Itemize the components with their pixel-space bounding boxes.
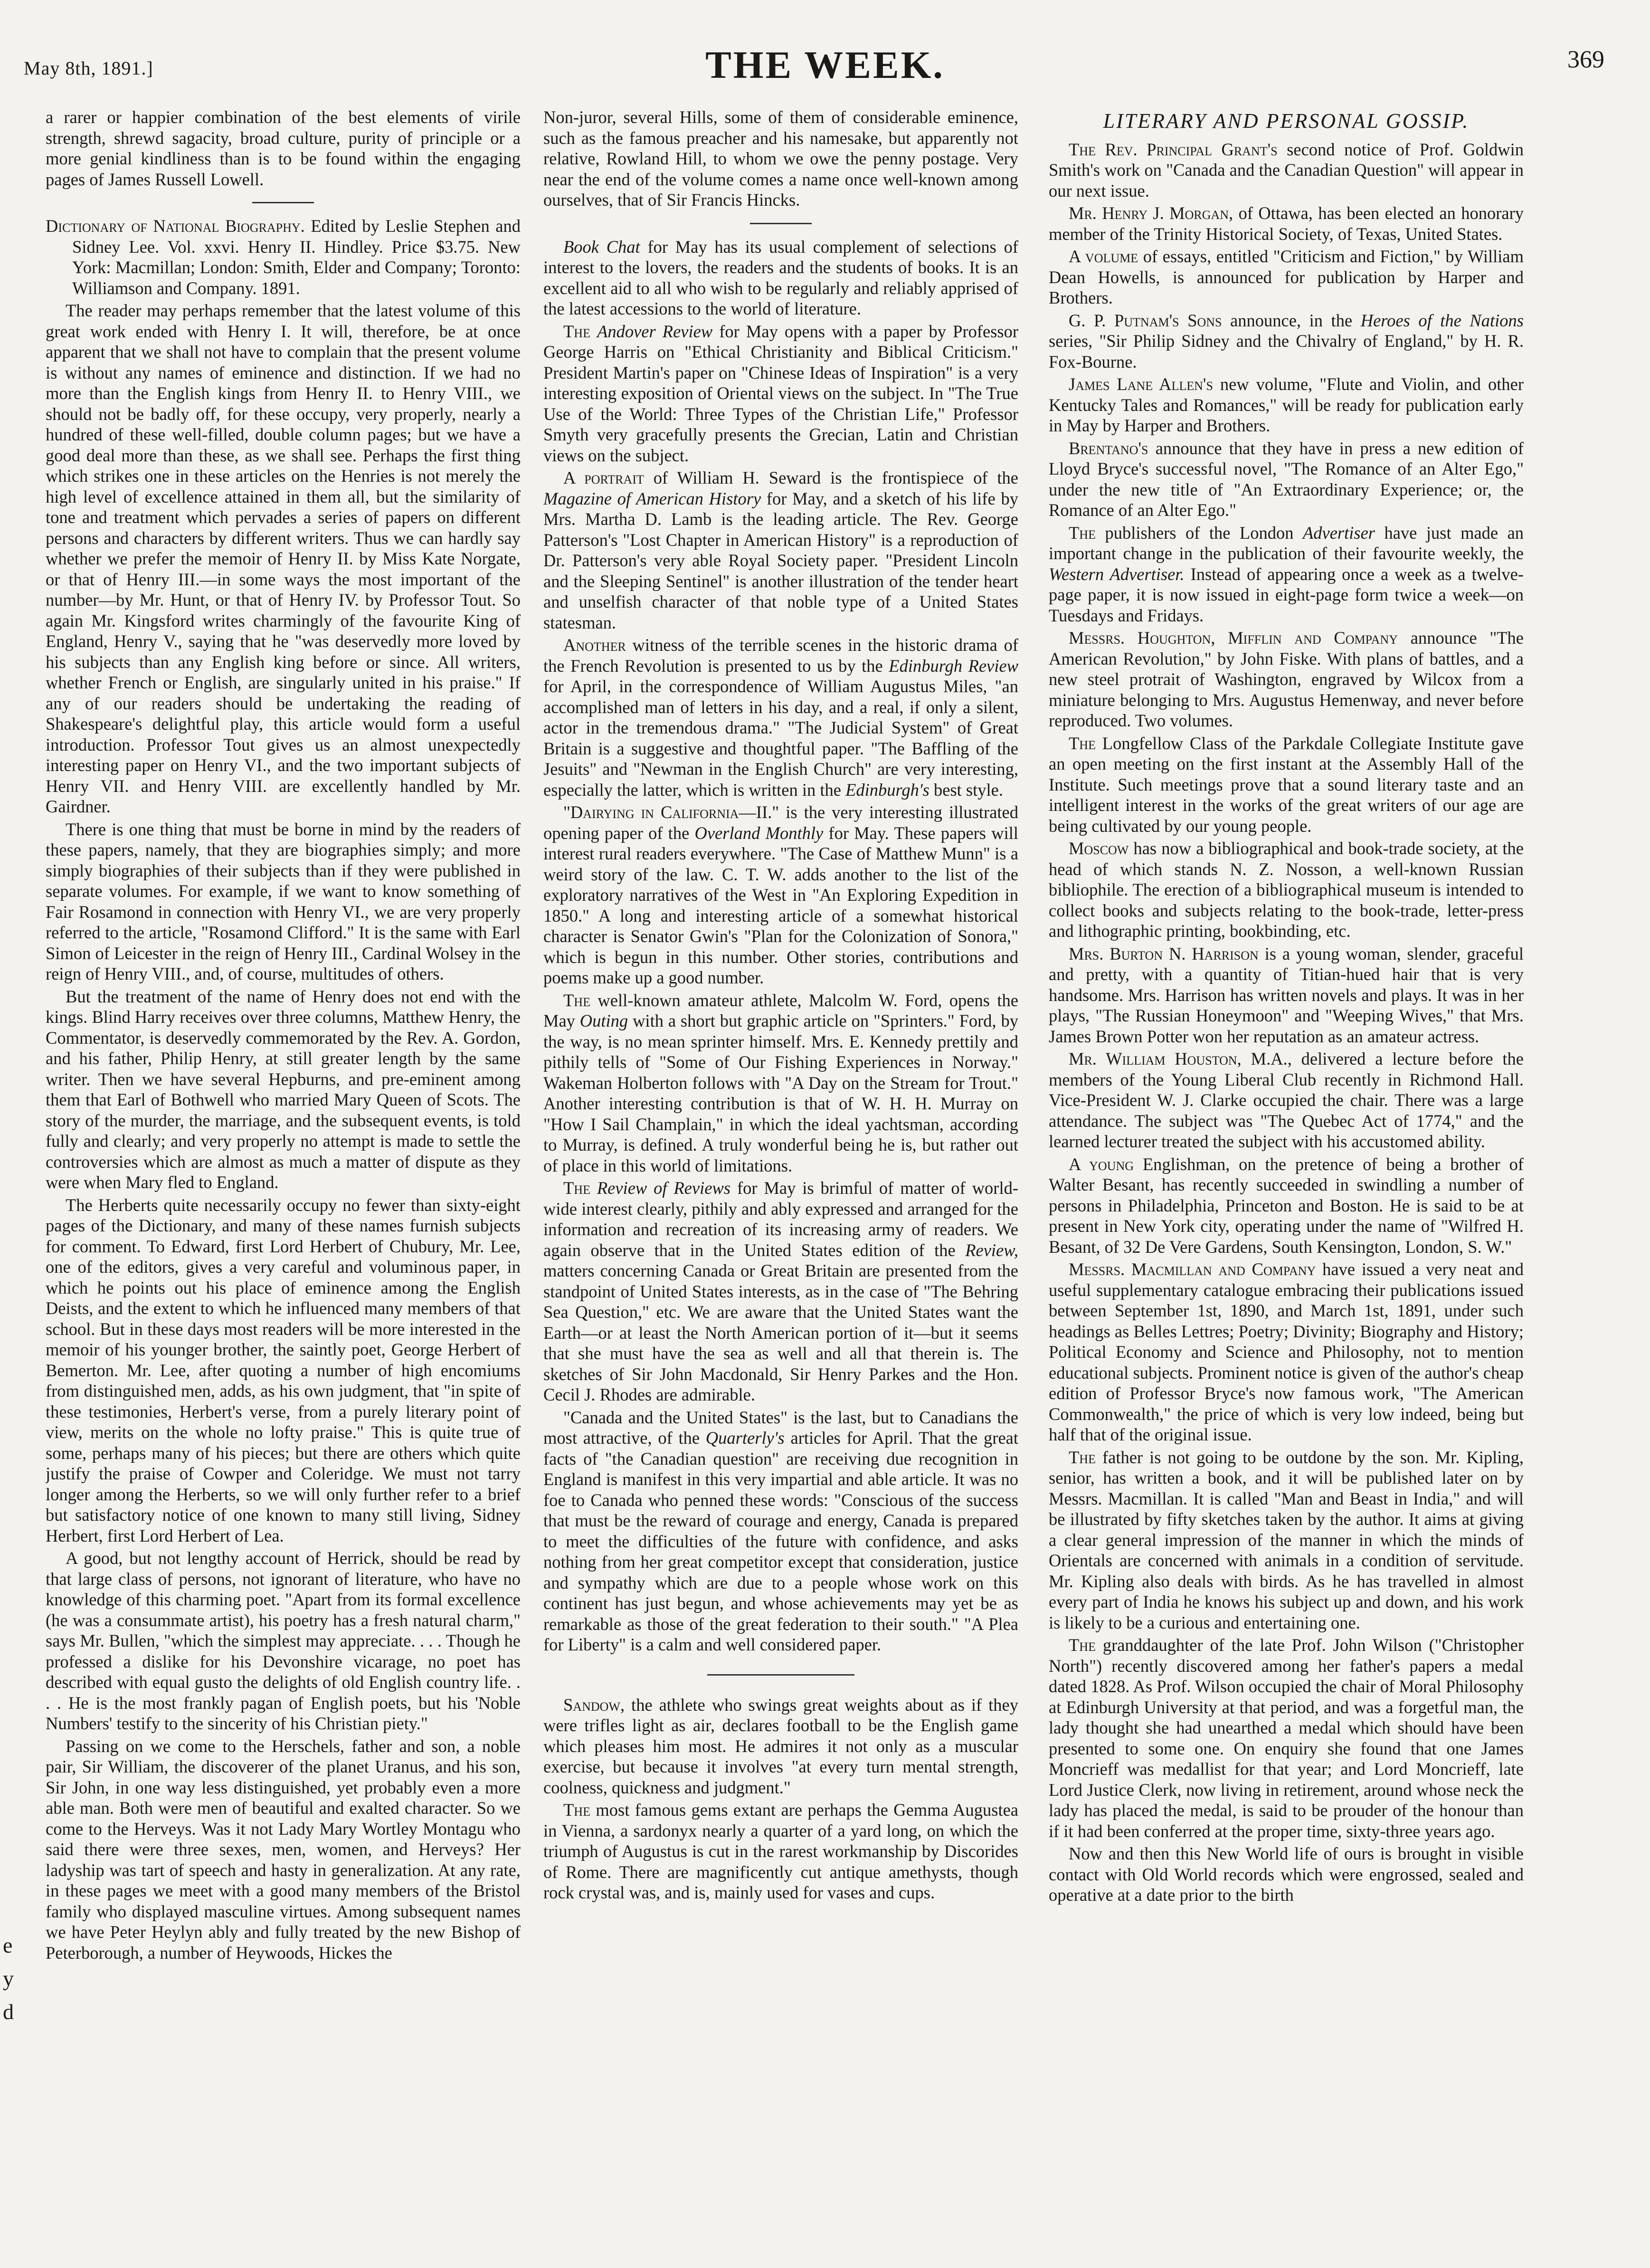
- periodical-title: Edinburgh Review: [889, 656, 1018, 676]
- lead-words: The: [1069, 1447, 1096, 1467]
- paragraph-text: for May. These papers will interest rural readers everywhere. "The Case of Matthew Munn" is a weird story of the law. C. T. W. adds another to the list of the exploratory narratives of the West in "An Exploring Expedition in 1850." A long and interesting article of a somewhat historical character is Senator Gwin's "Plan for the Colonization of Sonora," which is begun in this number. Other stories, contributions and poems make up a good number.: [543, 823, 1018, 987]
- paragraph-text: for April, in the correspondence of William Augustus Miles, "an accomplished man of letters in his day, and a real, if only a silent, actor in the tremendous drama." "The Judicial System" of Great Britain is a suggestive and thoughtful paper. "The Baffling of the Jesuits" and "Newman in the English Church" are very interesting, especially the latter, which is written in the: [543, 677, 1018, 800]
- lead-words: The Rev. Principal Grant's: [1069, 139, 1278, 159]
- paragraph-text: articles for April. That the great facts of "the Canadian question" are receiving due recognition in England is manifest in this very impartial and able article. It was no foe to Canada who penned these words: "Conscious of the success that must be the reward of courage and energy, Canada is prepared to meet the difficulties of the future with confidence, and asks nothing from her great competitor except that consideration, justice and sympathy which are due to a people whose work on this continent has just begun, and whose achievements may yet be as remarkable as those of the great federation to their south." "A Plea for Liberty" is a calm and well considered paper.: [543, 1428, 1018, 1654]
- gossip-item: [1049, 246, 1524, 308]
- review-book-entry: [46, 216, 521, 298]
- paragraph-text: series, "Sir Philip Sidney and the Chivalry of England," by H. R. Fox-Bourne.: [1049, 331, 1524, 372]
- lead-words: Messrs. Houghton, Mifflin and Company: [1069, 628, 1398, 648]
- review-book-title: Dictionary of National Biography.: [46, 216, 305, 236]
- periodical-title: Review,: [965, 1240, 1018, 1260]
- paragraph: But the treatment of the name of Henry does not end with the kings. Blind Harry receives over three columns, Matthew Henry, the Commentator, is deservedly commemorated by the Rev. A. Gordon, and his father, Philip Henry, at still greater length by the same writer. Then we have several Hepburns, and pre-eminent among them that Earl of Bothwell who married Mary Queen of Scots. The story of the murder, the marriage, and the subsequent events, is told fully and clearly; and very properly no attempt is made to settle the controversies which are almost as much a matter of dispute as they were when Mary fled to England.: [46, 986, 521, 1192]
- paragraph-text: "Canada and the United States" is the last, but to Canadians the most attractive, of the: [543, 1407, 1018, 1448]
- gossip-item: [1049, 310, 1524, 372]
- gutter-mark: y: [3, 1966, 14, 1991]
- paragraph: [543, 802, 1018, 988]
- paragraph: a rarer or happier combination of the best elements of virile strength, shrewd sagacity, broad culture, purity of principle or a more genial kindliness than is to be found within the engaging pages of James Russell Lowell.: [46, 107, 521, 189]
- periodical-title: Review of Reviews: [597, 1178, 731, 1198]
- divider-rule: [707, 1674, 854, 1676]
- paragraph-text: publishers of the London: [1105, 523, 1294, 543]
- paragraph-text: Longfellow Class of the Parkdale Collegiate Institute gave an open meeting on the first instant at the Assembly Hall of the Institute. Such meetings prove that a sound literary taste and an intelligent interest in the works of the great writers of our age are being cultivated by our young people.: [1049, 733, 1524, 836]
- paragraph: [543, 1800, 1018, 1903]
- paragraph: [543, 1695, 1018, 1798]
- lead-words: The: [563, 1178, 590, 1198]
- periodical-title: Andover Review: [597, 321, 713, 341]
- paragraph: [543, 1407, 1018, 1655]
- paragraph-text: of William H. Seward is the frontispiece of the: [653, 468, 1018, 487]
- divider-rule: [252, 202, 314, 203]
- column-2: [543, 107, 1018, 2254]
- column-3: [1049, 107, 1524, 2254]
- lead-words: The: [563, 321, 590, 341]
- lead-words: G. P. Putnam's Sons: [1069, 310, 1222, 330]
- periodical-title: Quarterly's: [705, 1428, 785, 1448]
- paragraph-text: announce, in the: [1230, 310, 1353, 330]
- lead-words: A young: [1069, 1154, 1134, 1174]
- paragraph: The Herberts quite necessarily occupy no fewer than sixty-eight pages of the Dictionary, and many of these names furnish subjects for comment. To Edward, first Lord Herbert of Chubury, Mr. Lee, one of the editors, gives a very careful and voluminous paper, in which he points out his place of eminence among the English Deists, and the extent to which he influenced many members of that school. But in these days most readers will be more interested in the memoir of his younger brother, the saintly poet, George Herbert of Bemerton. Mr. Lee, after quoting a number of high encomiums from distinguished men, adds, as his own judgment, that "in spite of these testimonies, Herbert's verse, from a purely literary point of view, merits on the whole no lofty praise." This is quite true of some, perhaps many of his pieces; but there are others which quite justify the praise of Cowper and Coleridge. We must not tarry longer among the Herberts, so we will only further refer to a brief but satisfactory notice of one known to many still living, Sidney Herbert, first Lord Herbert of Lea.: [46, 1195, 521, 1545]
- lead-words: Moscow: [1069, 839, 1129, 858]
- divider-rule: [750, 223, 812, 224]
- gossip-item: [1049, 139, 1524, 201]
- gossip-item: [1049, 838, 1524, 942]
- paragraph-text: is a young woman, slender, graceful and pretty, with a quantity of Titian-hued hair that is very handsome. Mrs. Harrison has written novels and plays. It was in her plays, "The Russian Honeymoon" and "Weeping Wives," that Mrs. James Brown Potter won her reputation as an amateur actress.: [1049, 943, 1524, 1046]
- paragraph: [543, 1178, 1018, 1405]
- lead-words: Mr. Henry J. Morgan,: [1069, 203, 1233, 223]
- paragraph: There is one thing that must be borne in mind by the readers of these papers, namely, that they are biographies simply; and more simply biographies of their subjects than if they were published in separate volumes. For example, if we want to know something of Fair Rosamond in connection with Henry VI., we are very properly referred to the article, "Rosamond Clifford." It is the same with Earl Simon of Leicester in the reign of Henry III., Cardinal Wolsey in the reign of Henry VIII., and, of course, multitudes of others.: [46, 819, 521, 983]
- paragraph-text: granddaughter of the late Prof. John Wilson ("Christopher North") recently discovered among her father's papers a medal dated 1828. As Prof. Wilson occupied the chair of Moral Philosophy at Edinburgh University at that period, and was a forgetful man, the lady thought she had unearthed a medal which should have been presented to some one. On enquiry she found that one James Moncrieff was medallist for that year; and Lord Moncrieff, late Lord Justice Clerk, now living in retirement, around whose neck the lady has placed the medal, is said to be prouder of the honour than if it had been conferred at the proper time, sixty-three years ago.: [1049, 1635, 1524, 1841]
- periodical-title: Western Advertiser.: [1049, 564, 1185, 584]
- gutter-marks: [3, 1929, 19, 2029]
- paragraph-text: has now a bibliographical and book-trade society, at the head of which stands N. Z. Nosson, a well-known Russian bibliophile. The erection of a bibliographical museum is intended to collect books and subjects relating to the book-trade, letter-press and lithographic printing, bookbinding, etc.: [1049, 839, 1524, 941]
- periodical-title: Book Chat: [563, 237, 640, 257]
- gossip-item: [1049, 733, 1524, 837]
- periodical-title: Advertiser: [1302, 523, 1375, 543]
- lead-words: Another: [563, 635, 626, 655]
- gossip-item: [1049, 1635, 1524, 1841]
- gossip-item: [1049, 1447, 1524, 1633]
- paragraph-text: Englishman, on the pretence of being a brother of Walter Besant, has recently succeeded in swindling a number of persons in Philadelphia, Princeton and Boston. He is said to be at present in New York city, operating under the name of "Wilfred H. Besant, of 32 De Vere Gardens, South Kensington, London, S. W.": [1049, 1154, 1524, 1257]
- paragraph-text: have issued a very neat and useful supplementary catalogue embracing their publications issued between September 1st, 1890, and March 1st, 1891, under such headings as Belles Lettres; Poetry; Divinity; Biography and History; Political Economy and Science and Philosophy, not to mention educational subjects. Prominent notice is given of the author's cheap edition of Professor Bryce's now famous work, "The American Commonwealth," the price of which is very low indeed, being but half that of the original issue.: [1049, 1259, 1524, 1444]
- lead-words: Brentano's: [1069, 438, 1148, 458]
- paragraph-text: well-known amateur athlete, Malcolm W. Ford, opens the May: [543, 990, 1018, 1030]
- paragraph-text: the athlete who swings great weights about as if they were trifles light as air, declares football to be the English game which pleases him most. He admires it not only as a muscular exercise, but because it involves "at every turn mental strength, coolness, quickness and judgment.": [543, 1695, 1018, 1797]
- paragraph-text: for May has its usual complement of selections of interest to the lovers, the readers and the students of books. It is an excellent aid to all who wish to be regularly and reliably apprised of the latest accessions to the world of literature.: [543, 237, 1018, 318]
- gossip-item: [1049, 1154, 1524, 1258]
- paragraph-text: Instead of appearing once a week as a twelve-page paper, it is now issued in eight-page form twice a week—on Tuesdays and Fridays.: [1049, 564, 1524, 625]
- paragraph: [543, 237, 1018, 319]
- paragraph: Non-juror, several Hills, some of them of considerable eminence, such as the famous preacher and his namesake, but apparently not relative, Rowland Hill, to whom we owe the penny postage. Very near the end of the volume comes a name once well-known among ourselves, that of Sir Francis Hincks.: [543, 107, 1018, 210]
- gutter-mark: e: [3, 1933, 13, 1957]
- gossip-item: [1049, 1259, 1524, 1445]
- paragraph: [543, 321, 1018, 466]
- lead-words: The: [563, 1800, 590, 1820]
- page-header: [0, 0, 1650, 109]
- paragraph-text: for May is brimful of matter of world-wide interest clearly, pithily and ably expressed and arranged for the information and recreation of its increasing army of readers. We again observe that in the United States edition of the: [543, 1178, 1018, 1260]
- paragraph-text: best style.: [934, 780, 1003, 800]
- paragraph-text: second notice of Prof. Goldwin Smith's work on "Canada and the Canadian Question" will appear in our next issue.: [1049, 139, 1524, 200]
- gossip-item: [1049, 523, 1524, 626]
- paragraph-text: is the very interesting illustrated opening paper of the: [543, 802, 1018, 843]
- lead-words: The: [1069, 733, 1096, 753]
- periodical-title: Outing: [579, 1011, 628, 1030]
- lead-words: Mrs. Burton N. Harrison: [1069, 943, 1259, 963]
- paragraph: [543, 635, 1018, 800]
- paragraph-text: father is not going to be outdone by the son. Mr. Kipling, senior, has written a book, and it will be published later on by Messrs. Macmillan. It is called "Man and Beast in India," and will be illustrated by fifty sketches taken by the author. It aims at giving a clear general impression of the manner in which the minds of Orientals are concerned with animals in a condition of servitude. Mr. Kipling also deals with birds. As he has travelled in almost every part of India he knows his subject up and down, and his work is likely to be a curious and entertaining one.: [1049, 1447, 1524, 1632]
- paragraph-text: most famous gems extant are perhaps the Gemma Augustea in Vienna, a sardonyx nearly a quarter of a yard long, on which the triumph of Augustus is cut in the rarest workmanship by Discorides of Rome. There are magnificently cut antique amethysts, though rock crystal was, and is, mainly used for vases and cups.: [543, 1800, 1018, 1902]
- lead-words: The: [1069, 523, 1096, 543]
- paragraph-text: of essays, entitled "Criticism and Fiction," by William Dean Howells, is announced for publication by Harper and Brothers.: [1049, 247, 1524, 307]
- lead-words: James Lane Allen's: [1069, 374, 1213, 394]
- lead-words: A volume: [1069, 247, 1138, 266]
- paragraph-text: with a short but graphic article on "Sprinters." Ford, by the way, is no mean sprinter himself. Mrs. E. Kennedy prettily and pithily tells of "Some of Our Fishing Experiences in Norway." Wakeman Holberton follows with "A Day on the Stream for Trout." Another interesting contribution is that of W. H. H. Murray on "How I Sail Champlain," in which the ideal yachtsman, according to Murray, is defined. A truly wonderful being he is, but rather out of place in this world of limitations.: [543, 1011, 1018, 1175]
- lead-words: Sandow,: [563, 1695, 625, 1715]
- periodical-title: Magazine of American History: [543, 488, 761, 508]
- paragraph: [543, 467, 1018, 633]
- gossip-item: Now and then this New World life of ours is brought in visible contact with Old World records which were engrossed, sealed and operative at a date prior to the birth: [1049, 1844, 1524, 1905]
- lead-words: A portrait: [563, 468, 644, 487]
- series-title: Heroes of the Nations: [1360, 310, 1524, 330]
- paragraph-text: have just made an important change in the publication of their favourite weekly, the: [1049, 523, 1524, 563]
- section-heading: LITERARY AND PERSONAL GOSSIP.: [1103, 109, 1470, 133]
- paragraph: Passing on we come to the Herschels, father and son, a noble pair, Sir William, the discoverer of the planet Uranus, and his son, Sir John, in one way less distinguished, yet probably even a more able man. Both were men of beautiful and exalted character. So we come to the Herveys. Was it not Lady Mary Wortley Montagu who said there were three sexes, men, women, and Herveys? Her ladyship was tart of speech and hasty in generalization. At any rate, in these pages we meet with a good many members of the Bristol family who displayed masculine virtues. Among subsequent names we have Peter Heylyn ably and fully treated by the new Bishop of Peterborough, a number of Heywoods, Hickes the: [46, 1736, 521, 1963]
- issue-date: May 8th, 1891.]: [24, 57, 153, 79]
- masthead-title: THE WEEK.: [705, 43, 945, 86]
- lead-words: "Dairying in California—II.": [563, 802, 779, 822]
- paragraph-text: matters concerning Canada or Great Britain are presented from the standpoint of United States interests, as in the case of "The Behring Sea Question," etc. We are aware that the United States want the Earth—or at least the North American portion of it—but it seems that she must have the sea as well and all that therein is. The sketches of Sir John Macdonald, Sir Henry Parkes and the Hon. Cecil J. Rhodes are admirable.: [543, 1261, 1018, 1404]
- gossip-item: [1049, 374, 1524, 436]
- paragraph-text: announce "The American Revolution," by John Fiske. With plans of battles, and a new steel protrait of Washington, engraved by Wilcox from a miniature belonging to Mrs. Augustus Hemenway, and never before reproduced. Two volumes.: [1049, 628, 1524, 730]
- periodical-title: Edinburgh's: [845, 780, 929, 800]
- paragraph-text: M.A., delivered a lecture before the members of the Young Liberal Club recently in Richmond Hall. Vice-President W. J. Clarke occupied the chair. There was a large attendance. The subject was "The Quebec Act of 1774," and the learned lecturer treated the subject with his accustomed ability.: [1049, 1049, 1524, 1151]
- paragraph-text: for May opens with a paper by Professor George Harris on "Ethical Christianity and Biblical Criticism." President Martin's paper on "Chinese Ideas of Inspiration" is a very interesting exposition of Oriental views on the subject. In "The True Use of the World: Three Types of the Christian Life," Professor Smyth very gracefully presents the Grecian, Latin and Christian views on the subject.: [543, 321, 1018, 465]
- paragraph-text: for May, and a sketch of his life by Mrs. Martha D. Lamb is the leading article. The Rev. George Patterson's "Lost Chapter in American History" is a reproduction of Dr. Patterson's very able Royal Society paper. "President Lincoln and the Sleeping Sentinel" is another illustration of the tender heart and unselfish character of that noble type of a United States statesman.: [543, 488, 1018, 632]
- gossip-item: [1049, 438, 1524, 521]
- lead-words: Messrs. Macmillan and Company: [1069, 1259, 1316, 1279]
- paragraph-text: witness of the terrible scenes in the historic drama of the French Revolution is presented to us by the: [543, 635, 1018, 676]
- review-book-details: Edited by Leslie Stephen and Sidney Lee. Vol. xxvi. Henry II. Hindley. Price $3.75. New York: Macmillan; London: Smith, Elder and Company; Toronto: Williamson and Company. 1891.: [72, 216, 521, 298]
- column-1: [46, 107, 521, 2254]
- paragraph: The reader may perhaps remember that the latest volume of this great work ended with Henry I. It will, therefore, be at once apparent that we shall not have to complain that the present volume is without any names of eminence and distinction. If we had no more than the English kings from Henry II. to Henry VIII., we should not be badly off, for these occupy, very properly, nearly a hundred of these well-filled, double column pages; but we have a good deal more than these, as we shall see. Perhaps the first thing which strikes one in these articles on the Henries is not merely the high level of excellence attained in them all, but the similarity of tone and treatment which pervades a series of papers on different persons and characters by different writers. Thus we can hardly say whether we prefer the memoir of Henry II. by Miss Kate Norgate, or that of Henry III.—in some ways the most important of the number—by Mr. Hunt, or that of Henry IV. by Professor Tout. So again Mr. Kingsford writes charmingly of the favourite King of England, Henry V., saying that he "was deservedly more loved by his subjects than any English king before or since. All writers, whether French or English, are singularly united in his praise." If any of our readers should be undertaking the reading of Shakespeare's delightful play, this article would form a useful introduction. Professor Tout gives us an almost unexpectedly interesting paper on Henry VI., and the two important subjects of Henry VII. and Henry VIII. are excellently handled by Mr. Gairdner.: [46, 301, 521, 816]
- paragraph: [543, 990, 1018, 1176]
- gutter-mark: d: [3, 2000, 14, 2024]
- page-number: 369: [1567, 46, 1604, 73]
- gossip-item: [1049, 943, 1524, 1047]
- periodical-title: Overland Monthly: [694, 823, 824, 843]
- paragraph-text: announce that they have in press a new edition of Lloyd Bryce's successful novel, "The Romance of an Alter Ego," under the new title of "An Extraordinary Experience; or, the Romance of an Alter Ego.": [1049, 438, 1524, 520]
- lead-words: The: [563, 990, 590, 1010]
- paragraph-text: new volume, "Flute and Violin, and other Kentucky Tales and Romances," will be ready for publication early in May by Harper and Brothers.: [1049, 374, 1524, 435]
- gossip-item: [1049, 1048, 1524, 1152]
- paragraph: A good, but not lengthy account of Herrick, should be read by that large class of persons, not ignorant of literature, who have no knowledge of this charming poet. "Apart from its formal excellence (he was a consummate artist), his poetry has a fresh natural charm," says Mr. Bullen, "which the simplest may appreciate. . . . Though he professed a dislike for his Devonshire vicarage, no poet has described with equal gusto the delights of old English country life. . . . He is the most frankly pagan of English poets, but his 'Noble Numbers' testify to the sincerity of his Christian piety.": [46, 1548, 521, 1733]
- lead-words: Mr. William Houston,: [1069, 1049, 1242, 1068]
- lead-words: The: [1069, 1635, 1096, 1655]
- paragraph-text: of Ottawa, has been elected an honorary member of the Trinity Historical Society, of Texas, United States.: [1049, 203, 1524, 244]
- gossip-item: [1049, 628, 1524, 731]
- gossip-item: [1049, 203, 1524, 244]
